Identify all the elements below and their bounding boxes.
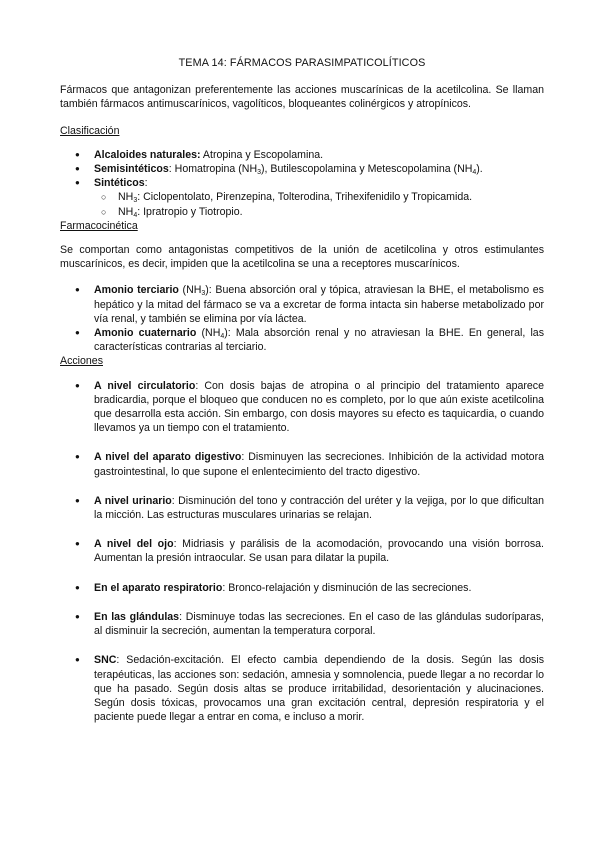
list-item xyxy=(94,326,544,354)
item-text: NH xyxy=(118,205,134,218)
sinteticos-sublist xyxy=(94,190,544,218)
farmacocinetica-list xyxy=(60,283,544,354)
section-heading-acciones: Acciones xyxy=(60,355,103,368)
list-item xyxy=(94,148,544,162)
list-item xyxy=(94,494,544,522)
item-term: Semisintéticos xyxy=(94,163,169,176)
section-heading-farmacocinetica: Farmacocinética xyxy=(60,219,138,232)
item-term: A nivel circulatorio xyxy=(94,379,196,392)
item-term: A nivel del aparato digestivo xyxy=(94,451,242,464)
item-text: : Con dosis bajas de atropina o al principio del tratamiento aparece bradicardia, porque el bloqueo que conducen no es completo, por lo que aún existe acetilcolina que desarrolla esta acción. Sin embargo, con dosis mayores su efecto es taquicardia, o cuando llevamos ya un tiempo con el tratamiento. xyxy=(94,379,544,435)
subscript: 3 xyxy=(133,197,138,205)
item-term: A nivel urinario xyxy=(94,494,172,507)
item-text: ), Butilescopolamina y Metescopolamina (NH xyxy=(261,163,473,176)
subscript: 4 xyxy=(220,333,225,341)
item-text: ). xyxy=(476,163,483,176)
item-text: : Sedación-excitación. El efecto cambia dependiendo de la dosis. Según las dosis terapéuticas, las acciones son: sedación, amnesia y somnolencia, puede llegar a no recordar lo que ha pasado. Según dosis altas se produce irritabilidad, desorientación y alucinaciones. Según dosis tóxicas, provocamos una gran excitación central, depresión respiratoria y el paciente puede llegar a entrar en coma, e incluso a morir. xyxy=(94,654,544,724)
list-item xyxy=(94,610,544,638)
list-item xyxy=(94,581,544,595)
list-item xyxy=(94,283,544,326)
item-term: En el aparato respiratorio xyxy=(94,581,223,594)
item-text: : Midriasis y parálisis de la acomodación, provocando una visión borrosa. Aumentan la presión intraocular. Se usan para dilatar la pupila. xyxy=(94,538,544,565)
list-item xyxy=(94,537,544,565)
item-text: : Bronco-relajación y disminución de las secreciones. xyxy=(222,581,472,594)
item-text: : Homatropina (NH xyxy=(168,163,258,176)
item-text: (NH xyxy=(196,327,221,340)
list-item xyxy=(94,162,544,176)
item-text: : Ipratropio y Tiotropio. xyxy=(137,205,243,218)
subscript: 4 xyxy=(472,169,477,177)
item-term: Alcaloides naturales: xyxy=(94,148,201,161)
subscript: 4 xyxy=(133,211,138,219)
list-item xyxy=(94,176,544,219)
farmacocinetica-paragraph: Se comportan como antagonistas competitivos de la unión de acetilcolina y otros estimulantes muscarínicos, es decir, impiden que la acetilcolina se una a receptores muscarínicos. xyxy=(60,244,544,271)
item-term: Sintéticos xyxy=(94,177,145,190)
list-item xyxy=(94,450,544,478)
item-text: ): Mala absorción renal y no atraviesan la BHE. En general, las características contrarias al terciario. xyxy=(94,327,545,354)
sublist-item xyxy=(118,205,544,219)
item-text: : Disminuyen las secreciones. Inhibición de la actividad motora gastrointestinal, lo que supone el enlentecimiento del tracto digestivo. xyxy=(94,451,544,478)
item-term: A nivel del ojo xyxy=(94,538,174,551)
item-term: En las glándulas xyxy=(94,610,180,623)
item-text: NH xyxy=(118,191,134,204)
clasificacion-list xyxy=(60,148,544,219)
list-item xyxy=(94,379,544,436)
item-text: Atropina y Escopolamina. xyxy=(200,148,324,161)
item-term: Amonio cuaternario xyxy=(94,327,197,340)
subscript: 3 xyxy=(257,169,261,177)
sublist-item xyxy=(118,190,544,204)
item-text: : Disminución del tono y contracción del uréter y la vejiga, por lo que dificultan la micción. Las estructuras musculares urinarias se relajan. xyxy=(94,494,544,522)
intro-paragraph: Fármacos que antagonizan preferentemente las acciones muscarínicas de la acetilcolina. Se llaman también fármacos antimuscarínicos, vagolíticos, bloqueantes colinérgicos y atropínicos. xyxy=(60,84,544,111)
section-heading-clasificacion: Clasificación xyxy=(60,124,120,137)
page-title: TEMA 14: FÁRMACOS PARASIMPATICOLÍTICOS xyxy=(178,57,426,69)
item-text: : xyxy=(144,177,148,190)
item-term: Amonio terciario xyxy=(94,284,179,297)
item-text: (NH xyxy=(178,284,202,297)
acciones-list xyxy=(60,379,544,725)
item-text: : Ciclopentolato, Pirenzepina, Tolterodina, Trihexifenidilo y Tropicamida. xyxy=(137,191,473,204)
item-term: SNC xyxy=(94,654,117,667)
subscript: 3 xyxy=(201,290,206,298)
item-text: ): Buena absorción oral y tópica, atraviesan la BHE, el metabolismo es hepático y la mitad del fármaco se va a excretar de forma intacta sin haberse metabolizado por vía renal, y también se elimina por vía láctea. xyxy=(94,284,544,325)
item-text: : Disminuye todas las secreciones. En el caso de las glándulas sudoríparas, al disminuir la secreción, aumentan la temperatura corporal. xyxy=(94,610,544,638)
list-item xyxy=(94,653,544,724)
